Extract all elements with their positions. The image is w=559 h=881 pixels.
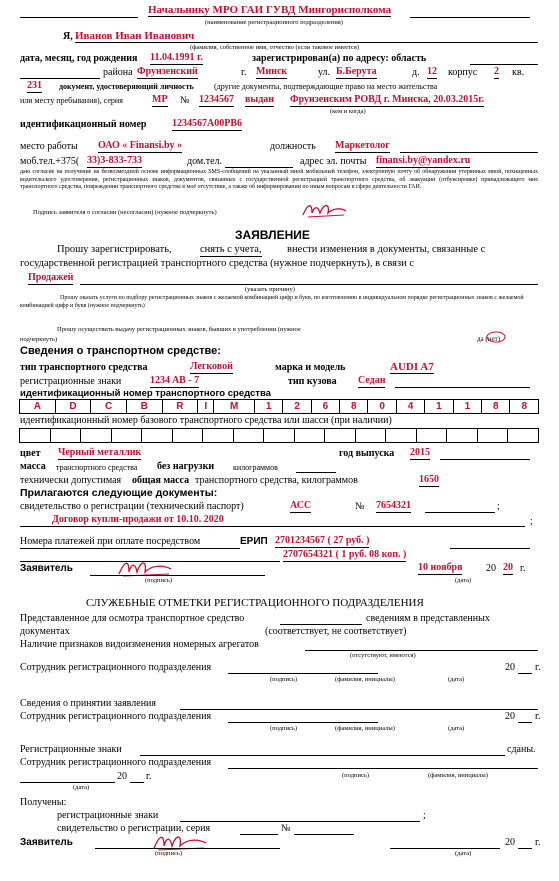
mob-label: моб.тел.+375( bbox=[20, 156, 80, 167]
employee-row-1 bbox=[0, 662, 559, 686]
p3: Прошу осуществить выдачу регистрационных знаков, бывших в употреблении (нужное bbox=[57, 326, 301, 333]
issued-value: Фрунзенским РОВД г. Минска, 20.03.2015г. bbox=[290, 94, 485, 105]
year-label: год выпуска bbox=[339, 448, 395, 459]
service-l2b: (соответствует, не соответствует) bbox=[265, 626, 407, 637]
emp-label: Сотрудник регистрационного подразделения bbox=[20, 662, 212, 673]
korpus-value: 2 bbox=[494, 66, 499, 77]
doc-label: документ, удостоверяющий личность bbox=[59, 82, 194, 91]
plates-label: регистрационные знаки bbox=[20, 376, 122, 387]
rec-num: № bbox=[281, 823, 291, 834]
pay2-value: 2707654321 ( 1 руб. 08 коп. ) bbox=[283, 549, 407, 560]
cert-series: АСС bbox=[290, 500, 312, 511]
vin-cell: 6 bbox=[311, 400, 339, 414]
vin-row bbox=[20, 400, 539, 414]
service-handed: сданы. bbox=[507, 744, 536, 755]
year-suffix: 20 bbox=[503, 562, 513, 573]
color-label: цвет bbox=[20, 448, 41, 459]
base-vin-cell bbox=[20, 429, 51, 443]
type-value: Легковой bbox=[190, 361, 233, 372]
yr-label: 20 bbox=[505, 662, 515, 673]
g-label: г. bbox=[520, 563, 526, 574]
color-value: Черный металлик bbox=[58, 447, 142, 458]
mob-value: 33)3-833-733 bbox=[87, 155, 142, 166]
tmass-label: технически допустимая bbox=[20, 475, 122, 486]
date-value: 10 ноября bbox=[418, 562, 463, 573]
service-l1b: сведениям в представленных bbox=[366, 613, 490, 624]
year-value: 2015 bbox=[410, 447, 430, 458]
email-label: адрес эл. почты bbox=[300, 156, 367, 167]
type-label: тип транспортного средства bbox=[20, 362, 148, 373]
make-label: марка и модель bbox=[275, 362, 346, 373]
vin-cell: 4 bbox=[396, 400, 424, 414]
vin-cell: 0 bbox=[368, 400, 396, 414]
idnum-value: 1234567A00PB6 bbox=[172, 118, 242, 129]
korpus-label: корпус bbox=[448, 67, 478, 78]
service-plates: Регистрационные знаки bbox=[20, 744, 122, 755]
pay1-value: 2701234567 ( 27 руб. ) bbox=[275, 535, 370, 546]
base-vin-table bbox=[19, 428, 539, 443]
base-label: идентификационный номер базового транспортного средства или шасси (при наличии) bbox=[20, 415, 392, 426]
num-label: № bbox=[180, 95, 190, 106]
vin-cell: B bbox=[126, 400, 162, 414]
vin-cell: I bbox=[198, 400, 214, 414]
apt-value: 231 bbox=[27, 80, 42, 91]
addressee: Начальнику МРО ГАИ ГУВД Мингорисполкома bbox=[148, 4, 392, 16]
attached-label: Прилагаются следующие документы: bbox=[20, 487, 218, 499]
vin-cell: 1 bbox=[254, 400, 282, 414]
ya-label: Я, bbox=[63, 31, 73, 42]
doc-note: (другие документы, подтверждающие право на место жительства bbox=[214, 82, 438, 91]
reg-label: зарегистрирован(а) по адресу: область bbox=[252, 53, 427, 64]
p1b: внести изменения в документы, связанные с bbox=[287, 244, 486, 255]
mass-bold: без нагрузки bbox=[157, 461, 215, 472]
rec-plates: регистрационные знаки bbox=[57, 810, 159, 821]
street-value: Б.Берута bbox=[336, 66, 377, 77]
fio-caption: (фамилия, собственное имя, отчество (если таковое имеется) bbox=[190, 44, 359, 51]
p1a: Прошу зарегистрировать, bbox=[57, 244, 172, 255]
no-circle-icon bbox=[486, 331, 506, 343]
emp-label: Сотрудник регистрационного подразделения bbox=[20, 711, 212, 722]
cert-num-value: 7654321 bbox=[376, 500, 411, 511]
base-vin-cell bbox=[508, 429, 539, 443]
tmass-bold: общая масса bbox=[132, 475, 190, 486]
service-received: Получены: bbox=[20, 797, 67, 808]
email-value: finansi.by@yandex.ru bbox=[376, 155, 471, 166]
consent-signature-icon bbox=[300, 199, 350, 221]
base-vin-cell bbox=[325, 429, 356, 443]
p1c: государственной регистрацией транспортного средства (нужное подчеркнуть), в связи с bbox=[20, 258, 415, 269]
vin-cell: A bbox=[20, 400, 56, 414]
applicant-label: Заявитель bbox=[20, 563, 73, 574]
service-l3cap: (отсутствуют, имеются) bbox=[350, 652, 416, 659]
mass-note: транспортного средства bbox=[56, 463, 138, 472]
service-applicant: Заявитель bbox=[20, 837, 73, 848]
contract-semicolon: ; bbox=[530, 516, 533, 527]
service-emp3: Сотрудник регистрационного подразделения bbox=[20, 757, 212, 768]
base-vin-cell bbox=[477, 429, 508, 443]
work-label: место работы bbox=[20, 141, 78, 152]
employee-row-2 bbox=[0, 711, 559, 735]
cap-date: (дата) bbox=[448, 725, 465, 732]
p1u: снять с учета, bbox=[200, 244, 262, 255]
base-vin-cell bbox=[203, 429, 234, 443]
statement-title: ЗАЯВЛЕНИЕ bbox=[235, 228, 310, 242]
reason-value: Продажей bbox=[28, 272, 74, 283]
cert-semicolon: ; bbox=[497, 501, 500, 512]
base-vin-cell bbox=[416, 429, 447, 443]
city-value: Минск bbox=[256, 66, 288, 77]
base-vin-cell bbox=[264, 429, 295, 443]
vin-cell: 8 bbox=[482, 400, 510, 414]
consent-sign-label: Подпись заявителя о согласии (несогласии) (нужное подчеркнуть) bbox=[33, 209, 217, 216]
house-label: д. bbox=[412, 67, 420, 78]
final-cap-sign: (подпись) bbox=[155, 850, 182, 857]
street-label: ул. bbox=[318, 67, 331, 78]
vin-cell: M bbox=[214, 400, 254, 414]
kv-label: кв. bbox=[512, 67, 525, 78]
service-l1: Представленное для осмотра транспортное средство bbox=[20, 613, 245, 624]
cert-num-label: № bbox=[355, 501, 365, 512]
vin-table bbox=[19, 399, 539, 414]
base-vin-cell bbox=[233, 429, 264, 443]
fio-value: Иванов Иван Иванович bbox=[75, 30, 195, 42]
work-value: ОАО « Finansi.by » bbox=[98, 140, 183, 151]
cap-date-3: (дата) bbox=[73, 784, 90, 791]
addressee-caption: (наименование регистрационного подразделения) bbox=[205, 19, 343, 26]
house-value: 12 bbox=[427, 66, 437, 77]
city-label: г. bbox=[241, 67, 247, 78]
service-l3: Наличие признаков видоизменения номерных агрегатов bbox=[20, 639, 259, 650]
sign-caption: (подпись) bbox=[145, 577, 172, 584]
cap-sign: (подпись) bbox=[270, 725, 297, 732]
dob-value: 11.04.1991 г. bbox=[150, 52, 203, 63]
base-vin-cell bbox=[447, 429, 478, 443]
series-value: МР bbox=[152, 94, 168, 105]
base-vin-cell bbox=[142, 429, 173, 443]
service-l2: документах bbox=[20, 626, 70, 637]
plates-value: 1234 AB - 7 bbox=[150, 375, 200, 386]
cap-name: (фамилия, инициалы) bbox=[335, 676, 395, 683]
cap-date: (дата) bbox=[448, 676, 465, 683]
body-label: тип кузова bbox=[288, 376, 337, 387]
vin-cell: D bbox=[55, 400, 91, 414]
yr3: 20 bbox=[117, 771, 127, 782]
contract-value: Договор купли-продажи от 10.10. 2020 bbox=[52, 514, 224, 525]
dob-label: дата, месяц, год рождения bbox=[20, 53, 138, 64]
district-label: района bbox=[103, 67, 133, 78]
mass-label: масса bbox=[20, 461, 46, 472]
home-label: дом.тел. bbox=[187, 156, 223, 167]
cap-sign: (подпись) bbox=[270, 676, 297, 683]
yr-label: 20 bbox=[505, 711, 515, 722]
base-vin-cell bbox=[50, 429, 81, 443]
doc-note2: или месту пребывания), серия bbox=[20, 96, 123, 105]
final-g: г. bbox=[535, 837, 541, 848]
base-vin-cell bbox=[81, 429, 112, 443]
tmass-note: транспортного средства, килограммов bbox=[195, 475, 358, 486]
final-cap-date: (дата) bbox=[455, 850, 472, 857]
pos-label: должность bbox=[270, 141, 316, 152]
service-acc: Сведения о принятии заявления bbox=[20, 698, 157, 709]
g-label: г. bbox=[535, 711, 541, 722]
base-vin-cell bbox=[111, 429, 142, 443]
doc-num-value: 1234567 bbox=[199, 94, 234, 105]
cert-label: свидетельство о регистрации (технический паспорт) bbox=[20, 501, 244, 512]
base-vin-cell bbox=[386, 429, 417, 443]
base-vin-cell bbox=[172, 429, 203, 443]
consent-text: даю согласие на получение на безвозмездной основе информационных SMS-сообщений на указанный мной мобильный телефон, электронную почту об обнаружении утерянных мной, похищенных водительского удостоверения, регистрационных знаков, документов, связанных с государственной регистрацией транспортного средства, об эвакуации (отбуксировке) принадлежащего мне транспортного средства, повреждении транспортного средства в моё отсутствие, а также об информировании по иным вопросам в сфере деятельности ГАИ. bbox=[20, 169, 538, 190]
final-yr: 20 bbox=[505, 837, 515, 848]
vin-label: идентификационный номер транспортного средства bbox=[20, 388, 271, 399]
date-caption: (дата) bbox=[455, 577, 472, 584]
vin-cell: R bbox=[162, 400, 198, 414]
issued-label: выдан bbox=[245, 94, 275, 105]
body-value: Седан bbox=[358, 375, 386, 386]
year-prefix: 20 bbox=[486, 563, 496, 574]
vehicle-title: Сведения о транспортном средстве: bbox=[20, 345, 221, 357]
vin-cell: 8 bbox=[510, 400, 539, 414]
vin-cell: 2 bbox=[283, 400, 311, 414]
rec-cert: свидетельство о регистрации, серия bbox=[57, 823, 211, 834]
cap-sign-3: (подпись) bbox=[342, 772, 369, 779]
make-value: AUDI A7 bbox=[390, 361, 434, 373]
service-title: СЛУЖЕБНЫЕ ОТМЕТКИ РЕГИСТРАЦИОННОГО ПОДРАЗДЕЛЕНИЯ bbox=[86, 597, 424, 609]
pos-value: Маркетолог bbox=[335, 140, 390, 151]
district-value: Фрунзенский bbox=[137, 66, 198, 77]
idnum-label: идентификационный номер bbox=[20, 119, 147, 130]
cap-name-3: (фамилия, инициалы) bbox=[428, 772, 488, 779]
g3: г. bbox=[146, 771, 152, 782]
rec-semicolon: ; bbox=[423, 810, 426, 821]
vin-cell: 1 bbox=[425, 400, 453, 414]
vin-cell: C bbox=[91, 400, 127, 414]
mass-unit: килограммов bbox=[233, 463, 278, 472]
vin-cell: 8 bbox=[340, 400, 368, 414]
pay-label: Номера платежей при оплате посредством bbox=[20, 536, 201, 547]
yes-no: да (нет) bbox=[477, 335, 500, 343]
base-vin-cell bbox=[355, 429, 386, 443]
base-vin-cell bbox=[294, 429, 325, 443]
tmass-value: 1650 bbox=[419, 474, 439, 485]
pay-erip: ЕРИП bbox=[240, 536, 268, 547]
g-label: г. bbox=[535, 662, 541, 673]
p3b: подчеркнуть) bbox=[20, 336, 58, 343]
p2: Прошу оказать услуги по подбору регистрационных знаков с желаемой комбинацией цифр и букв, по изготовлению в индивидуальном порядке регистрационных знаков с желаемой комбинацией цифр и букв (нужное подчеркнуть) bbox=[20, 295, 524, 309]
cap-name: (фамилия, инициалы) bbox=[335, 725, 395, 732]
issued-caption: (кем и когда) bbox=[330, 108, 366, 115]
vin-cell: 1 bbox=[453, 400, 481, 414]
reason-caption: (указать причину) bbox=[245, 286, 295, 293]
